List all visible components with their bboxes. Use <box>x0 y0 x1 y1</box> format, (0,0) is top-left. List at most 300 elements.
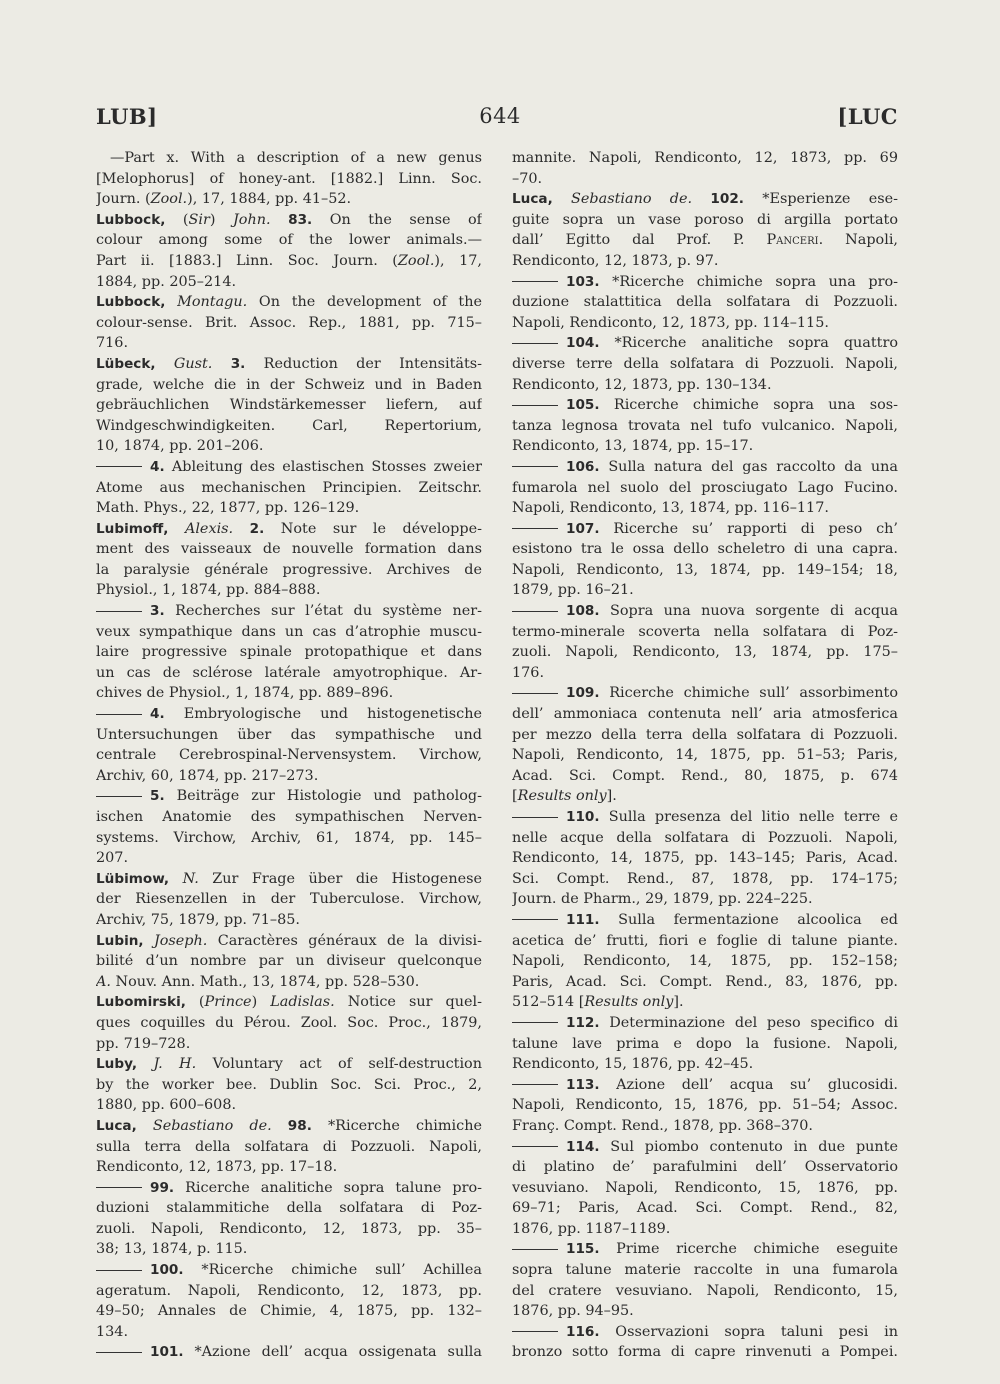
right-column <box>512 148 898 1363</box>
text-span: Ricerche chimiche sull’ assorbimento <box>599 685 898 702</box>
text-line <box>96 457 482 478</box>
text-line <box>96 210 482 231</box>
text-span: Napoli, Rendiconto, 15, 1876, pp. 51–54; Assoc. <box>512 1097 898 1114</box>
text-span: ]. <box>606 788 617 805</box>
text-span: Journ. de Pharm., 29, 1879, pp. 224–225. <box>512 891 813 908</box>
text-span: dell’ ammoniaca contenuta nell’ aria atmosferica <box>512 706 898 723</box>
text-line <box>512 333 898 354</box>
text-line <box>96 848 482 869</box>
text-span: Napoli, Rendiconto, 13, 1874, pp. 116–117. <box>512 500 829 517</box>
text-line <box>96 951 482 972</box>
entry-heading: Lubimoff, <box>96 520 169 537</box>
text-line <box>96 272 482 293</box>
text-span: Ricerche chimiche sopra una sos- <box>599 397 898 414</box>
text-span: Napoli, <box>823 232 898 249</box>
text-line <box>512 292 898 313</box>
text-line <box>96 395 482 416</box>
entry-heading: 101. <box>150 1344 184 1361</box>
text-span: nelle acque della solfatara di Pozzuoli. Napoli, <box>512 829 898 846</box>
text-line <box>512 251 898 272</box>
text-line <box>512 148 898 169</box>
text-line <box>512 230 898 251</box>
text-span: Archiv, 60, 1874, pp. 217–273. <box>96 767 319 784</box>
text-line <box>512 889 898 910</box>
text-span: zuoli. Napoli, Rendiconto, 12, 1873, pp. 35– <box>96 1220 482 1237</box>
text-span: acetica de’ frutti, fiori e foglie di talune piante. <box>512 932 898 949</box>
text-span: Physiol., 1, 1874, pp. 884–888. <box>96 582 321 599</box>
text-line <box>512 642 898 663</box>
text-span: Sulla natura del gas raccolto da una <box>599 458 898 475</box>
text-span: Ricerche su’ rapporti di peso ch’ <box>599 520 898 537</box>
text-line <box>512 1137 898 1158</box>
text-span: ), 17, 1884, pp. 41–52. <box>187 191 352 208</box>
text-line <box>512 519 898 540</box>
text-line <box>96 230 482 251</box>
text-span: Embryologische und histogenetische <box>164 706 482 723</box>
text-span: vesuviano. Napoli, Rendiconto, 15, 1876, pp. <box>512 1179 898 1196</box>
text-span <box>137 1118 153 1134</box>
text-span: gebräuchlichen Windstärkemesser liefern, auf <box>96 397 482 414</box>
text-line <box>512 498 898 519</box>
entry-heading: 103. <box>566 273 600 290</box>
text-span: der Riesenzellen in der Tuberculose. Virchow, <box>96 891 482 908</box>
text-span: ques coquilles du Pérou. Zool. Soc. Proc., 1879, <box>96 1014 482 1031</box>
text-span: duzioni stalammitiche della solfatara di Poz- <box>96 1200 482 1217</box>
text-span: tanza legnosa trovata nel tufo vulcanico. Napoli, <box>512 417 898 434</box>
left-column <box>96 148 482 1363</box>
text-span: Notice sur quel- <box>334 994 482 1011</box>
ditto-dash <box>512 817 558 818</box>
text-line <box>96 601 482 622</box>
text-span: ) <box>251 994 271 1011</box>
text-span: *Ricerche chimiche sopra una pro- <box>599 273 898 290</box>
text-line <box>96 539 482 560</box>
text-line <box>96 478 482 499</box>
text-span: 134. <box>96 1323 129 1340</box>
ditto-dash <box>512 1146 558 1147</box>
italic-text: John. <box>233 211 271 228</box>
text-span: ageratum. Napoli, Rendiconto, 12, 1873, pp. <box>96 1282 482 1299</box>
ditto-dash <box>96 1270 142 1271</box>
text-line <box>96 189 482 210</box>
text-line <box>512 1075 898 1096</box>
ditto-dash <box>96 611 142 612</box>
text-span: Determinazione del peso specifico di <box>599 1014 898 1031</box>
text-span: ischen Anatomie des sympathischen Nerven- <box>96 809 482 825</box>
entry-heading: 104. <box>566 335 600 352</box>
text-line <box>96 560 482 581</box>
text-line <box>512 210 898 231</box>
text-line <box>96 807 482 828</box>
entry-heading: Luby, <box>96 1056 138 1073</box>
text-line <box>96 1239 482 1260</box>
ditto-dash <box>96 1352 142 1353</box>
entry-heading: Luca, <box>96 1117 137 1134</box>
italic-text: A. <box>96 973 111 990</box>
text-span <box>165 294 177 310</box>
italic-text: Zool. <box>150 191 188 208</box>
text-line <box>512 272 898 293</box>
text-line <box>512 1342 898 1363</box>
text-span: Sulla presenza del litio nelle terre e <box>599 809 898 825</box>
text-line <box>96 519 482 540</box>
text-span: talune lave prima e dopo la fusione. Napoli, <box>512 1035 898 1052</box>
italic-text: Zool. <box>397 252 435 269</box>
text-span: 69–71; Paris, Acad. Sci. Compt. Rend., 82, <box>512 1200 898 1217</box>
text-span: ( <box>185 994 205 1011</box>
text-line <box>512 869 898 890</box>
text-span: 1884, pp. 205–214. <box>96 273 237 290</box>
text-line <box>512 622 898 643</box>
ditto-dash <box>96 714 142 715</box>
text-span: colour among some of the lower animals.— <box>96 232 482 249</box>
text-line <box>512 580 898 601</box>
italic-text: Montagu. <box>177 294 248 311</box>
text-span <box>272 1118 288 1134</box>
italic-text: N. <box>182 870 199 887</box>
text-span: Nouv. Ann. Math., 13, 1874, pp. 528–530. <box>110 973 420 990</box>
text-span: Archiv, 75, 1879, pp. 71–85. <box>96 911 300 928</box>
text-span: chives de Physiol., 1, 1874, pp. 889–896. <box>96 685 394 702</box>
text-line <box>512 1239 898 1260</box>
text-line <box>96 169 482 190</box>
text-span: 1876, pp. 1187–1189. <box>512 1220 671 1237</box>
text-line <box>96 1054 482 1075</box>
italic-text: Alexis. <box>184 520 234 537</box>
entry-heading: Luca, <box>512 191 553 208</box>
text-span: Prime ricerche chimiche eseguite <box>599 1241 898 1258</box>
text-line <box>512 704 898 725</box>
entry-heading: 2. <box>249 520 265 537</box>
text-span: sulla terra della solfatara di Pozzuoli. Napoli, <box>96 1138 482 1155</box>
text-span: *Ricerche chimiche sull’ Achillea <box>183 1262 482 1279</box>
text-line <box>96 1301 482 1322</box>
ditto-dash <box>512 919 558 920</box>
entry-heading: 110. <box>566 809 600 825</box>
text-line <box>512 1178 898 1199</box>
text-span: di platino de’ parafulmini dell’ Osservatorio <box>512 1159 898 1176</box>
entry-heading: 105. <box>566 397 600 414</box>
text-line <box>96 1116 482 1137</box>
text-line <box>512 1013 898 1034</box>
text-span: bronzo sotto forma di capre rinvenuti a Pompei. <box>512 1344 898 1361</box>
text-line <box>512 395 898 416</box>
text-span: fumarola nel suolo del prosciugato Lago Fucino. <box>512 479 898 496</box>
text-span: Sulla fermentazione alcoolica ed <box>599 911 898 928</box>
text-span <box>156 356 174 372</box>
entry-heading: 98. <box>287 1117 312 1134</box>
text-line <box>96 1178 482 1199</box>
text-span: 38; 13, 1874, p. 115. <box>96 1241 248 1258</box>
italic-text: Joseph. <box>153 932 208 949</box>
text-span: ) <box>209 211 234 228</box>
text-span: Recherches sur l’état du système ner- <box>164 603 482 620</box>
text-span: 49–50; Annales de Chimie, 4, 1875, pp. 132– <box>96 1303 482 1320</box>
text-line <box>512 1219 898 1240</box>
text-span: Rendiconto, 15, 1876, pp. 42–45. <box>512 1056 754 1073</box>
text-span: esistono tra le ossa dello scheletro di una capra. <box>512 541 898 558</box>
text-span: 716. <box>96 335 129 352</box>
entry-heading: 5. <box>150 788 165 805</box>
text-line <box>96 354 482 375</box>
text-span: Rendiconto, 12, 1873, p. 97. <box>512 252 719 269</box>
text-line <box>512 436 898 457</box>
text-span: Voluntary act of self-destruction <box>196 1056 482 1073</box>
text-span: Ricerche analitiche sopra talune pro- <box>174 1179 482 1196</box>
text-line <box>96 725 482 746</box>
text-span: Osservazioni sopra taluni pesi in <box>599 1323 898 1340</box>
text-line <box>96 828 482 849</box>
text-span: la paralysie générale progressive. Archives de <box>96 561 482 578</box>
italic-text: Results only <box>584 994 674 1011</box>
text-line <box>96 1322 482 1343</box>
text-line <box>96 992 482 1013</box>
text-line <box>96 910 482 931</box>
text-span: Rendiconto, 13, 1874, pp. 15–17. <box>512 438 754 455</box>
text-line <box>512 354 898 375</box>
text-line <box>512 786 898 807</box>
ditto-dash <box>512 1249 558 1250</box>
text-line <box>96 972 482 993</box>
text-line <box>96 869 482 890</box>
ditto-dash <box>512 466 558 467</box>
text-line <box>96 1075 482 1096</box>
text-span <box>137 1056 153 1072</box>
text-line <box>96 1198 482 1219</box>
text-span: Math. Phys., 22, 1877, pp. 126–129. <box>96 500 360 517</box>
text-line <box>96 663 482 684</box>
entry-heading: 4. <box>150 458 165 475</box>
entry-heading: 115. <box>566 1241 600 1258</box>
text-line <box>96 683 482 704</box>
entry-heading: 114. <box>566 1138 600 1155</box>
ditto-dash <box>512 405 558 406</box>
text-span: Part ii. [1883.] Linn. Soc. Journ. ( <box>96 252 398 269</box>
entry-heading: 3. <box>230 355 246 372</box>
text-line <box>512 189 898 210</box>
text-span: *Azione dell’ acqua ossigenata sulla <box>183 1344 482 1361</box>
text-line <box>512 1157 898 1178</box>
text-span: ]. <box>673 994 684 1011</box>
text-line <box>96 1281 482 1302</box>
text-span: ), 17, <box>434 252 482 269</box>
entry-heading: 106. <box>566 458 600 475</box>
text-span: pp. 719–728. <box>96 1035 191 1052</box>
text-line <box>96 1013 482 1034</box>
text-line <box>96 292 482 313</box>
italic-text: Ladislas. <box>270 994 335 1011</box>
text-span: Paris, Acad. Sci. Compt. Rend., 83, 1876, pp. <box>512 973 898 990</box>
text-span: Panceri. <box>766 232 824 249</box>
text-span: [Melophorus] of honey-ant. [1882.] Linn. Soc. <box>96 170 482 187</box>
text-line <box>512 1095 898 1116</box>
entry-heading: 112. <box>566 1014 600 1031</box>
text-line <box>96 1034 482 1055</box>
page-number: 644 <box>479 104 521 128</box>
ditto-dash <box>512 693 558 694</box>
entry-heading: Lubbock, <box>96 294 166 311</box>
text-span: Franç. Compt. Rend., 1878, pp. 368–370. <box>512 1117 813 1134</box>
text-span: by the worker bee. Dublin Soc. Sci. Proc., 2, <box>96 1076 482 1093</box>
ditto-dash <box>512 281 558 282</box>
italic-text: Sebastiano de. <box>571 191 693 208</box>
text-span <box>169 871 182 887</box>
entry-heading: 116. <box>566 1323 600 1340</box>
text-span: Reduction der Intensitäts- <box>245 355 482 372</box>
text-line <box>96 436 482 457</box>
text-line <box>96 1342 482 1363</box>
entry-heading: 83. <box>288 211 313 228</box>
text-line <box>512 539 898 560</box>
text-line <box>96 745 482 766</box>
text-span: Note sur le développe- <box>264 520 482 537</box>
text-span: *Ricerche analitiche sopra quattro <box>599 335 898 352</box>
text-span: zuoli. Napoli, Rendiconto, 13, 1874, pp. 175– <box>512 644 898 661</box>
text-line <box>512 375 898 396</box>
text-line <box>96 416 482 437</box>
ditto-dash <box>512 1084 558 1085</box>
text-span: Rendiconto, 12, 1873, pp. 130–134. <box>512 376 772 393</box>
text-span: 10, 1874, pp. 201–206. <box>96 438 264 455</box>
entry-heading: 109. <box>566 685 600 702</box>
text-span: —Part x. With a description of a new genus <box>110 150 482 166</box>
text-span: Rendiconto, 14, 1875, pp. 143–145; Paris, Acad. <box>512 850 898 867</box>
text-span: Napoli, Rendiconto, 12, 1873, pp. 114–115. <box>512 314 829 331</box>
text-line <box>512 1116 898 1137</box>
text-span: termo-minerale scoverta nella solfatara di Poz- <box>512 623 898 640</box>
text-span: Sopra una nuova sorgente di acqua <box>599 603 898 620</box>
entry-heading: 100. <box>150 1262 184 1279</box>
text-span: *Esperienze ese- <box>743 191 898 208</box>
text-span: duzione stalattitica della solfatara di Pozzuoli. <box>512 294 898 311</box>
text-span: Ableitung des elastischen Stosses zweier <box>164 458 482 475</box>
text-line <box>96 1219 482 1240</box>
text-line <box>96 333 482 354</box>
text-line <box>512 313 898 334</box>
text-line <box>96 148 482 169</box>
ditto-dash <box>512 528 558 529</box>
text-line <box>96 580 482 601</box>
text-line <box>512 601 898 622</box>
text-span: mannite. Napoli, Rendiconto, 12, 1873, pp. 69 <box>512 150 898 166</box>
text-span: 1876, pp. 94–95. <box>512 1303 634 1320</box>
text-line <box>512 766 898 787</box>
text-span: Rendiconto, 12, 1873, pp. 17–18. <box>96 1159 338 1176</box>
italic-text: Prince <box>204 994 252 1011</box>
entry-heading: 102. <box>710 191 744 208</box>
text-span: –70. <box>512 170 543 187</box>
entry-heading: Lübimow, <box>96 870 170 887</box>
text-span: On the development of the <box>247 294 482 311</box>
text-line <box>96 1137 482 1158</box>
text-line <box>512 725 898 746</box>
text-line <box>96 931 482 952</box>
text-line <box>96 498 482 519</box>
text-line <box>512 1054 898 1075</box>
text-line <box>96 313 482 334</box>
text-line <box>96 375 482 396</box>
text-line <box>512 1198 898 1219</box>
text-span: Sul piombo contenuto in due punte <box>599 1138 898 1155</box>
text-line <box>96 1157 482 1178</box>
text-span: sopra talune materie raccolte in una fumarola <box>512 1262 898 1279</box>
entry-heading: 111. <box>566 911 600 928</box>
text-line <box>512 745 898 766</box>
text-line <box>512 1260 898 1281</box>
entry-heading: 108. <box>566 603 600 620</box>
text-span: per mezzo della terra della solfatara di Pozzuoli. <box>512 726 898 743</box>
text-line <box>96 1260 482 1281</box>
ditto-dash <box>96 796 142 797</box>
text-line <box>512 1301 898 1322</box>
text-line <box>96 786 482 807</box>
text-span: bilité d’un nombre par un diviseur quelconque <box>96 953 482 970</box>
italic-text: Sir <box>188 211 210 228</box>
text-span: diverse terre della solfatara di Pozzuoli. Napoli, <box>512 355 898 372</box>
text-span: veux sympathique dans un cas d’atrophie muscu- <box>96 623 482 640</box>
text-span: 207. <box>96 850 129 867</box>
text-line <box>512 457 898 478</box>
text-line <box>96 889 482 910</box>
italic-text: Sebastiano de. <box>152 1117 272 1134</box>
text-span <box>212 356 230 372</box>
text-line <box>512 848 898 869</box>
ditto-dash <box>96 466 142 467</box>
text-span <box>553 191 571 207</box>
text-span: Sci. Compt. Rend., 87, 1878, pp. 174–175; <box>512 870 898 887</box>
text-span: ment des vaisseaux de nouvelle formation dans <box>96 541 482 558</box>
entry-heading: 4. <box>150 706 165 723</box>
text-span <box>271 212 289 228</box>
ditto-dash <box>512 1022 558 1023</box>
text-line <box>512 1281 898 1302</box>
text-line <box>512 478 898 499</box>
text-span: Acad. Sci. Compt. Rend., 80, 1875, p. 674 <box>512 767 898 784</box>
text-line <box>96 704 482 725</box>
running-head-right: [LUC <box>837 104 898 129</box>
text-span: 1880, pp. 600–608. <box>96 1097 237 1114</box>
text-line <box>96 622 482 643</box>
text-line <box>96 766 482 787</box>
ditto-dash <box>512 1331 558 1332</box>
text-span: [ <box>512 788 518 805</box>
entry-heading: 99. <box>150 1179 175 1196</box>
text-span: Atome aus mechanischen Principien. Zeitschr. <box>96 479 482 496</box>
text-span: guite sopra un vase poroso di argilla portato <box>512 211 898 228</box>
entry-heading: 107. <box>566 520 600 537</box>
text-span: Untersuchungen über das sympathische und <box>96 726 482 743</box>
text-span: centrale Cerebrospinal-Nervensystem. Virchow, <box>96 747 482 764</box>
text-line <box>512 992 898 1013</box>
text-line <box>512 1034 898 1055</box>
text-span: Caractères généraux de la divisi- <box>207 932 482 949</box>
text-line <box>512 807 898 828</box>
text-line <box>512 828 898 849</box>
text-span: grade, welche die in der Schweiz und in Baden <box>96 376 482 393</box>
italic-text: J. H. <box>153 1056 197 1073</box>
text-span <box>692 191 710 207</box>
text-line <box>512 951 898 972</box>
text-line <box>512 663 898 684</box>
text-span: colour-sense. Brit. Assoc. Rep., 1881, pp. 715– <box>96 314 482 331</box>
italic-text: Results only <box>517 788 607 805</box>
text-line <box>96 1095 482 1116</box>
italic-text: Gust. <box>173 355 213 372</box>
text-line <box>512 931 898 952</box>
entry-heading: 3. <box>150 603 165 620</box>
ditto-dash <box>512 611 558 612</box>
text-line <box>512 683 898 704</box>
